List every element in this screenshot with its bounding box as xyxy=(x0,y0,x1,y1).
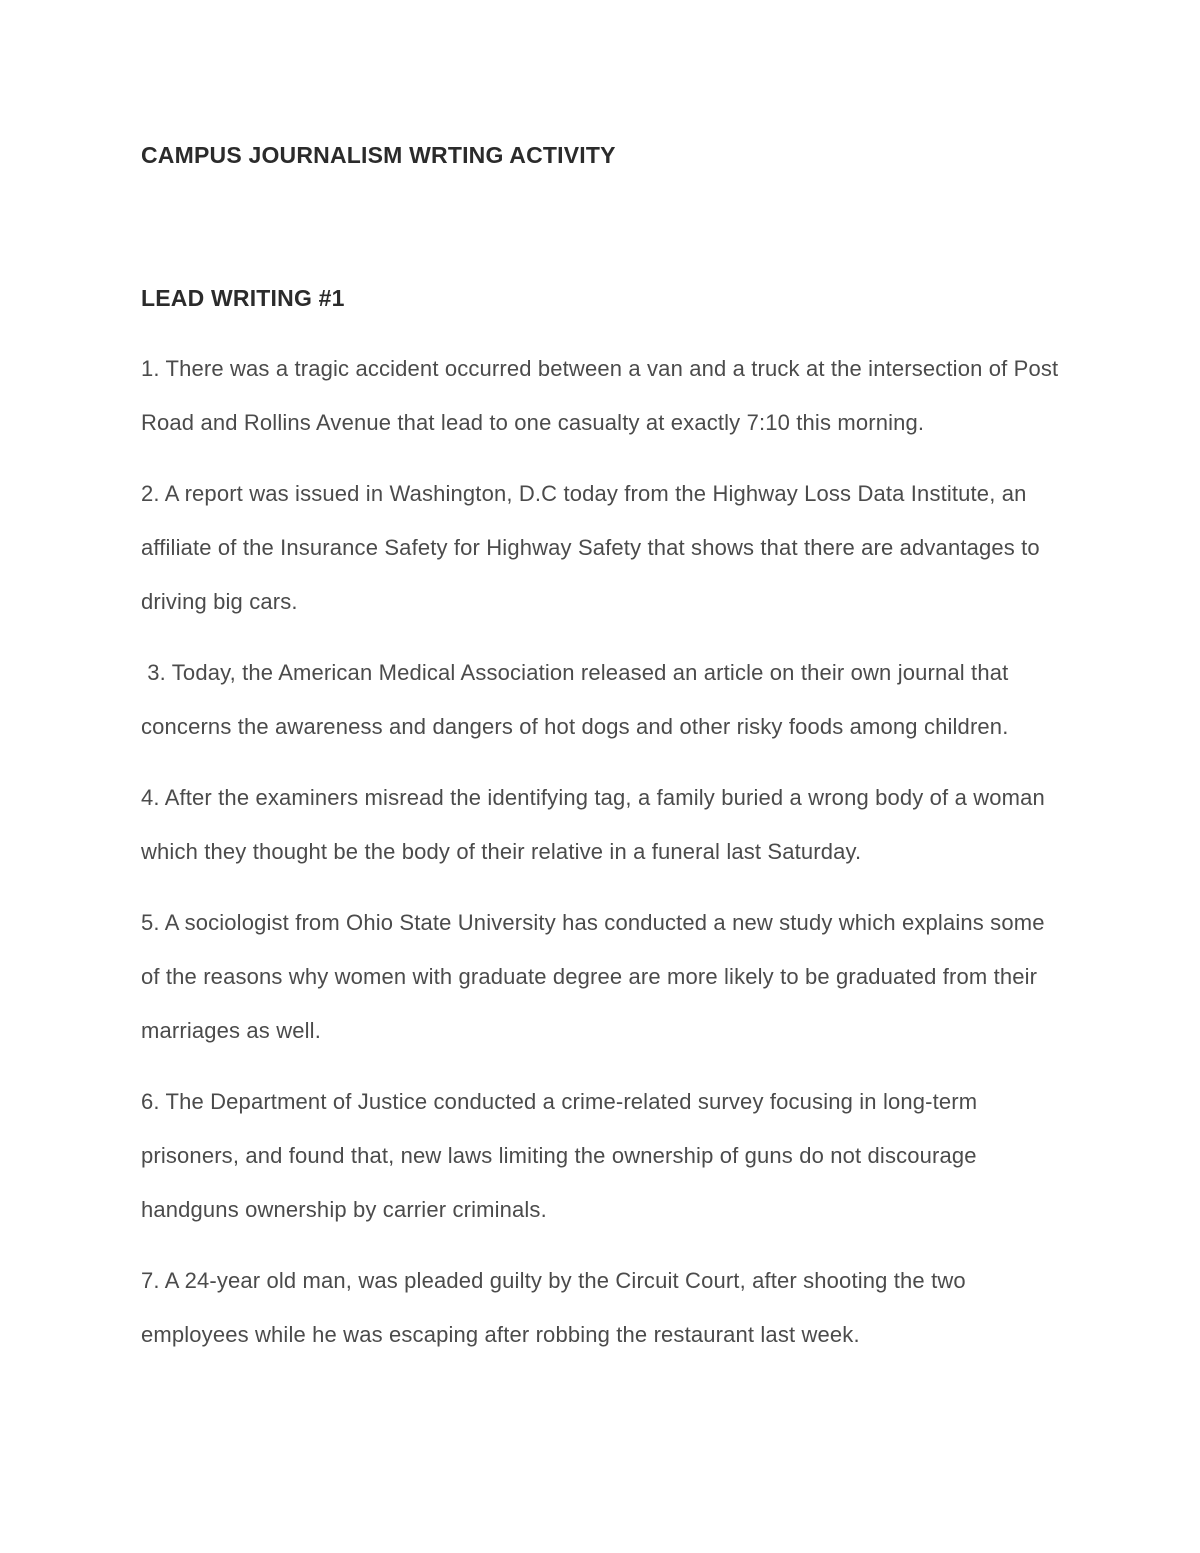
paragraph-item-2: 2. A report was issued in Washington, D.C today from the Highway Loss Data Institute, an affiliate of the Insurance Safety for Highway Safety that shows that there are advantages to driving big cars. xyxy=(141,481,1047,614)
paragraph-item-7: 7. A 24-year old man, was pleaded guilty by the Circuit Court, after shooting the two employees while he was escaping after robbing the restaurant last week. xyxy=(141,1268,973,1347)
section-heading-lead-writing: LEAD WRITING #1 xyxy=(141,285,345,311)
paragraph-item-6: 6. The Department of Justice conducted a crime-related survey focusing in long-term prisoners, and found that, new laws limiting the ownership of guns do not discourage handguns ownership by carrier criminals. xyxy=(141,1089,984,1222)
document-title: CAMPUS JOURNALISM WRTING ACTIVITY xyxy=(141,142,616,168)
paragraph-item-1: 1. There was a tragic accident occurred between a van and a truck at the intersection of Post Road and Rollins Avenue that lead to one casualty at exactly 7:10 this morning. xyxy=(141,356,1065,435)
paragraph-item-3: 3. Today, the American Medical Association released an article on their own journal that concerns the awareness and dangers of hot dogs and other risky foods among children. xyxy=(141,660,1015,739)
paragraph-item-5: 5. A sociologist from Ohio State University has conducted a new study which explains some of the reasons why women with graduate degree are more likely to be graduated from their marriages as well. xyxy=(141,910,1051,1043)
paragraph-item-4: 4. After the examiners misread the identifying tag, a family buried a wrong body of a woman which they thought be the body of their relative in a funeral last Saturday. xyxy=(141,785,1052,864)
